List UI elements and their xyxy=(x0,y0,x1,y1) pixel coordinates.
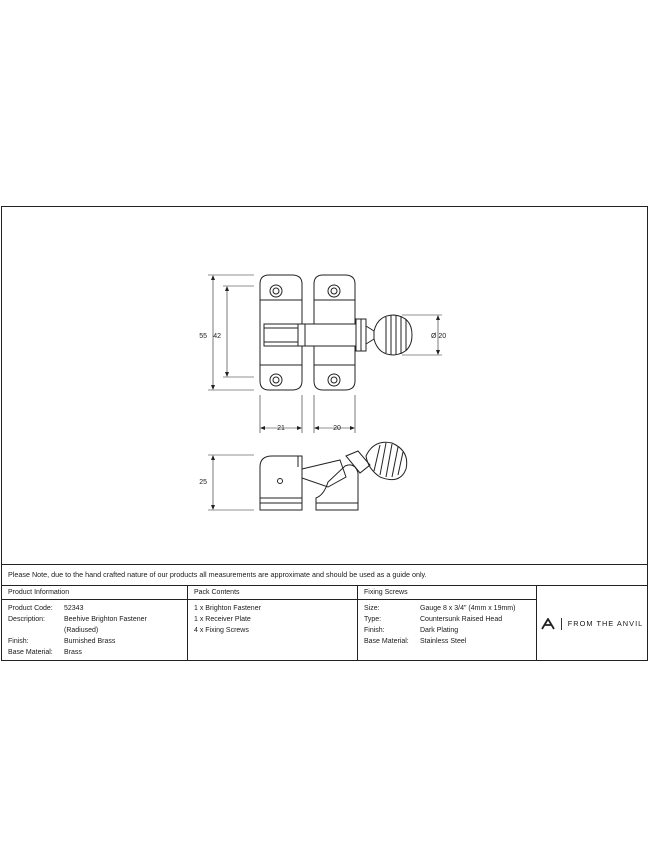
info-row: Product Code: 52343 xyxy=(8,605,84,612)
screw-hole xyxy=(270,285,282,297)
dim-receiver-width: 21 xyxy=(277,425,285,432)
pack-item: 4 x Fixing Screws xyxy=(194,627,249,634)
fixing-screws-column xyxy=(358,586,537,661)
info-row: Type: Countersunk Raised Head xyxy=(364,616,503,623)
dim-knob-diameter: Ø 20 xyxy=(431,333,447,340)
info-row: Base Material: Brass xyxy=(8,649,82,656)
pack-item: 1 x Brighton Fastener xyxy=(194,605,261,612)
brand-block xyxy=(537,586,647,661)
technical-drawing xyxy=(2,207,647,564)
product-information-column xyxy=(2,586,188,661)
info-row: Size: Gauge 8 x 3/4" (4mm x 19mm) xyxy=(364,605,516,612)
info-row: Finish: Dark Plating xyxy=(364,627,459,634)
brand-separator xyxy=(561,618,562,630)
product-information-heading: Product Information xyxy=(2,586,187,600)
dim-height-outer: 55 xyxy=(199,333,207,340)
info-row: Base Material: Stainless Steel xyxy=(364,638,467,645)
fixing-screws-heading: Fixing Screws xyxy=(358,586,536,600)
screw-hole xyxy=(328,374,340,386)
screw-hole xyxy=(328,285,340,297)
brand-name: FROM THE ANVIL xyxy=(567,619,644,628)
anvil-a-logo-icon xyxy=(541,618,555,630)
pack-contents-column xyxy=(188,586,358,661)
pack-contents-heading: Pack Contents xyxy=(188,586,357,600)
info-row: Description: Beehive Brighton Fastener xyxy=(8,616,147,623)
info-row: (Radiused) xyxy=(64,627,99,634)
drawing-area xyxy=(2,207,647,564)
info-row: Finish: Burnished Brass xyxy=(8,638,116,645)
dim-height-inner: 42 xyxy=(213,333,221,340)
measurement-note: Please Note, due to the hand crafted nature of our products all measurements are approximate and should be used as a guide only. xyxy=(2,564,647,586)
dim-side-height: 25 xyxy=(199,479,207,486)
pack-item: 1 x Receiver Plate xyxy=(194,616,251,623)
technical-drawing-sheet xyxy=(1,206,648,661)
info-table xyxy=(2,586,647,661)
screw-hole xyxy=(270,374,282,386)
dim-fastener-width: 20 xyxy=(333,425,341,432)
bolt-bar xyxy=(264,324,360,346)
